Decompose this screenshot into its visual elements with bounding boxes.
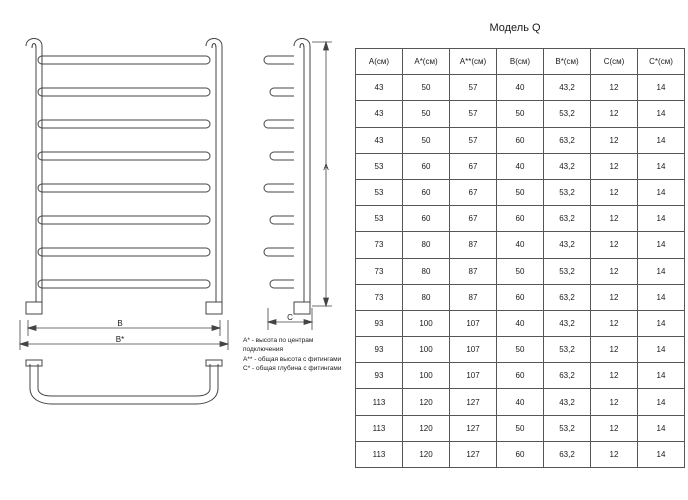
cell-a-star: 100: [403, 337, 450, 363]
cell-a: 43: [356, 101, 403, 127]
cell-c: 12: [591, 441, 638, 467]
cell-b-star: 53,2: [544, 415, 591, 441]
note-a-double-star: A** - общая высота с фитингами: [243, 355, 342, 363]
table-row: [356, 337, 685, 363]
cell-b-star: 43,2: [544, 153, 591, 179]
cell-a-star: 120: [403, 389, 450, 415]
cell-c: 12: [591, 415, 638, 441]
cell-c: 12: [591, 389, 638, 415]
cell-b-star: 63,2: [544, 206, 591, 232]
cell-b-star: 43,2: [544, 232, 591, 258]
cell-a-star: 60: [403, 206, 450, 232]
cell-b: 40: [497, 389, 544, 415]
table-row: [356, 415, 685, 441]
cell-b-star: 53,2: [544, 179, 591, 205]
cell-b: 60: [497, 284, 544, 310]
cell-a-double-star: 67: [450, 179, 497, 205]
table-row: [356, 389, 685, 415]
cell-a: 73: [356, 258, 403, 284]
cell-c: 12: [591, 179, 638, 205]
cell-c-star: 14: [638, 153, 685, 179]
dimension-b: [28, 320, 220, 336]
cell-c: 12: [591, 284, 638, 310]
cell-c: 12: [591, 101, 638, 127]
cell-a-star: 80: [403, 232, 450, 258]
cell-c: 12: [591, 153, 638, 179]
note-c-star: C* - общая глубина с фитингами: [243, 365, 342, 373]
cell-b: 50: [497, 258, 544, 284]
column-header-c: C(см): [591, 49, 638, 75]
side-view: [264, 39, 310, 315]
cell-a-star: 50: [403, 101, 450, 127]
cell-c: 12: [591, 75, 638, 101]
cell-c-star: 14: [638, 415, 685, 441]
cell-a-double-star: 87: [450, 258, 497, 284]
cell-c-star: 14: [638, 337, 685, 363]
cell-c: 12: [591, 258, 638, 284]
cell-a-double-star: 107: [450, 310, 497, 336]
front-left-rail: [26, 39, 42, 303]
cell-c-star: 14: [638, 75, 685, 101]
spec-table: [355, 48, 685, 468]
cell-a-star: 60: [403, 179, 450, 205]
cell-a-double-star: 67: [450, 206, 497, 232]
cell-a-star: 100: [403, 363, 450, 389]
table-row: [356, 75, 685, 101]
cell-b: 40: [497, 75, 544, 101]
cell-a-double-star: 127: [450, 415, 497, 441]
cell-a-star: 80: [403, 258, 450, 284]
column-header-a-star: A*(см): [403, 49, 450, 75]
cell-a-double-star: 107: [450, 363, 497, 389]
table-row: [356, 258, 685, 284]
column-header-a-double-star: A**(см): [450, 49, 497, 75]
cell-c: 12: [591, 232, 638, 258]
front-bottom-fittings: [26, 302, 222, 314]
column-header-b: B(см): [497, 49, 544, 75]
cell-c-star: 14: [638, 232, 685, 258]
table-row: [356, 363, 685, 389]
label-b: B: [117, 319, 123, 328]
note-a-star: A* - высота по центрам подключения: [243, 337, 314, 354]
cell-c: 12: [591, 363, 638, 389]
cell-a-double-star: 57: [450, 127, 497, 153]
label-b-star: B*: [115, 335, 125, 344]
cell-a: 43: [356, 75, 403, 101]
cell-a: 93: [356, 363, 403, 389]
cell-a: 113: [356, 441, 403, 467]
cell-a: 93: [356, 310, 403, 336]
cell-b-star: 63,2: [544, 284, 591, 310]
cell-c: 12: [591, 127, 638, 153]
cell-a-double-star: 87: [450, 284, 497, 310]
cell-a-star: 60: [403, 153, 450, 179]
bottom-bracket-detail: [26, 360, 222, 404]
front-right-rail: [206, 39, 222, 303]
cell-c-star: 14: [638, 363, 685, 389]
page-title: Модель Q: [489, 22, 541, 34]
cell-c-star: 14: [638, 179, 685, 205]
cell-a: 73: [356, 284, 403, 310]
cell-c: 12: [591, 337, 638, 363]
cell-a-star: 50: [403, 127, 450, 153]
cell-b-star: 63,2: [544, 363, 591, 389]
cell-c-star: 14: [638, 389, 685, 415]
cell-b: 50: [497, 415, 544, 441]
column-header-a: A(см): [356, 49, 403, 75]
cell-b: 60: [497, 206, 544, 232]
table-row: [356, 153, 685, 179]
cell-a-double-star: 127: [450, 441, 497, 467]
cell-b: 40: [497, 153, 544, 179]
table-row: [356, 127, 685, 153]
cell-a-star: 120: [403, 415, 450, 441]
cell-a: 113: [356, 415, 403, 441]
cell-a-star: 50: [403, 75, 450, 101]
legend-notes: [243, 336, 353, 374]
cell-a: 43: [356, 127, 403, 153]
cell-c-star: 14: [638, 127, 685, 153]
cell-a-double-star: 127: [450, 389, 497, 415]
cell-b: 50: [497, 179, 544, 205]
cell-a-double-star: 87: [450, 232, 497, 258]
cell-b: 40: [497, 232, 544, 258]
cell-c-star: 14: [638, 441, 685, 467]
cell-c: 12: [591, 310, 638, 336]
cell-c-star: 14: [638, 206, 685, 232]
cell-b-star: 43,2: [544, 75, 591, 101]
cell-b: 40: [497, 310, 544, 336]
cell-a: 53: [356, 206, 403, 232]
cell-b: 60: [497, 363, 544, 389]
cell-b: 60: [497, 127, 544, 153]
cell-b: 50: [497, 101, 544, 127]
label-c: C: [287, 313, 293, 322]
column-header-b-star: B*(см): [544, 49, 591, 75]
cell-b-star: 43,2: [544, 389, 591, 415]
table-row: [356, 206, 685, 232]
cell-b-star: 43,2: [544, 310, 591, 336]
cell-a: 73: [356, 232, 403, 258]
cell-a-star: 120: [403, 441, 450, 467]
cell-a-star: 80: [403, 284, 450, 310]
cell-b-star: 63,2: [544, 441, 591, 467]
front-bars: [38, 56, 210, 288]
cell-a-double-star: 67: [450, 153, 497, 179]
cell-a: 113: [356, 389, 403, 415]
dimension-a: [312, 42, 332, 306]
cell-a: 93: [356, 337, 403, 363]
cell-a-double-star: 57: [450, 75, 497, 101]
cell-b: 50: [497, 337, 544, 363]
cell-a-star: 100: [403, 310, 450, 336]
cell-b-star: 53,2: [544, 258, 591, 284]
table-row: [356, 310, 685, 336]
table-header-row: [356, 49, 685, 75]
table-row: [356, 441, 685, 467]
column-header-c-star: C*(см): [638, 49, 685, 75]
cell-b-star: 63,2: [544, 127, 591, 153]
table-row: [356, 179, 685, 205]
cell-a-double-star: 107: [450, 337, 497, 363]
cell-a: 53: [356, 153, 403, 179]
label-a: A: [323, 163, 329, 172]
cell-a-double-star: 57: [450, 101, 497, 127]
table-row: [356, 232, 685, 258]
cell-c-star: 14: [638, 284, 685, 310]
cell-c: 12: [591, 206, 638, 232]
cell-a: 53: [356, 179, 403, 205]
cell-c-star: 14: [638, 310, 685, 336]
table-row: [356, 101, 685, 127]
cell-b-star: 53,2: [544, 337, 591, 363]
cell-b-star: 53,2: [544, 101, 591, 127]
cell-c-star: 14: [638, 101, 685, 127]
table-row: [356, 284, 685, 310]
cell-b: 60: [497, 441, 544, 467]
cell-c-star: 14: [638, 258, 685, 284]
